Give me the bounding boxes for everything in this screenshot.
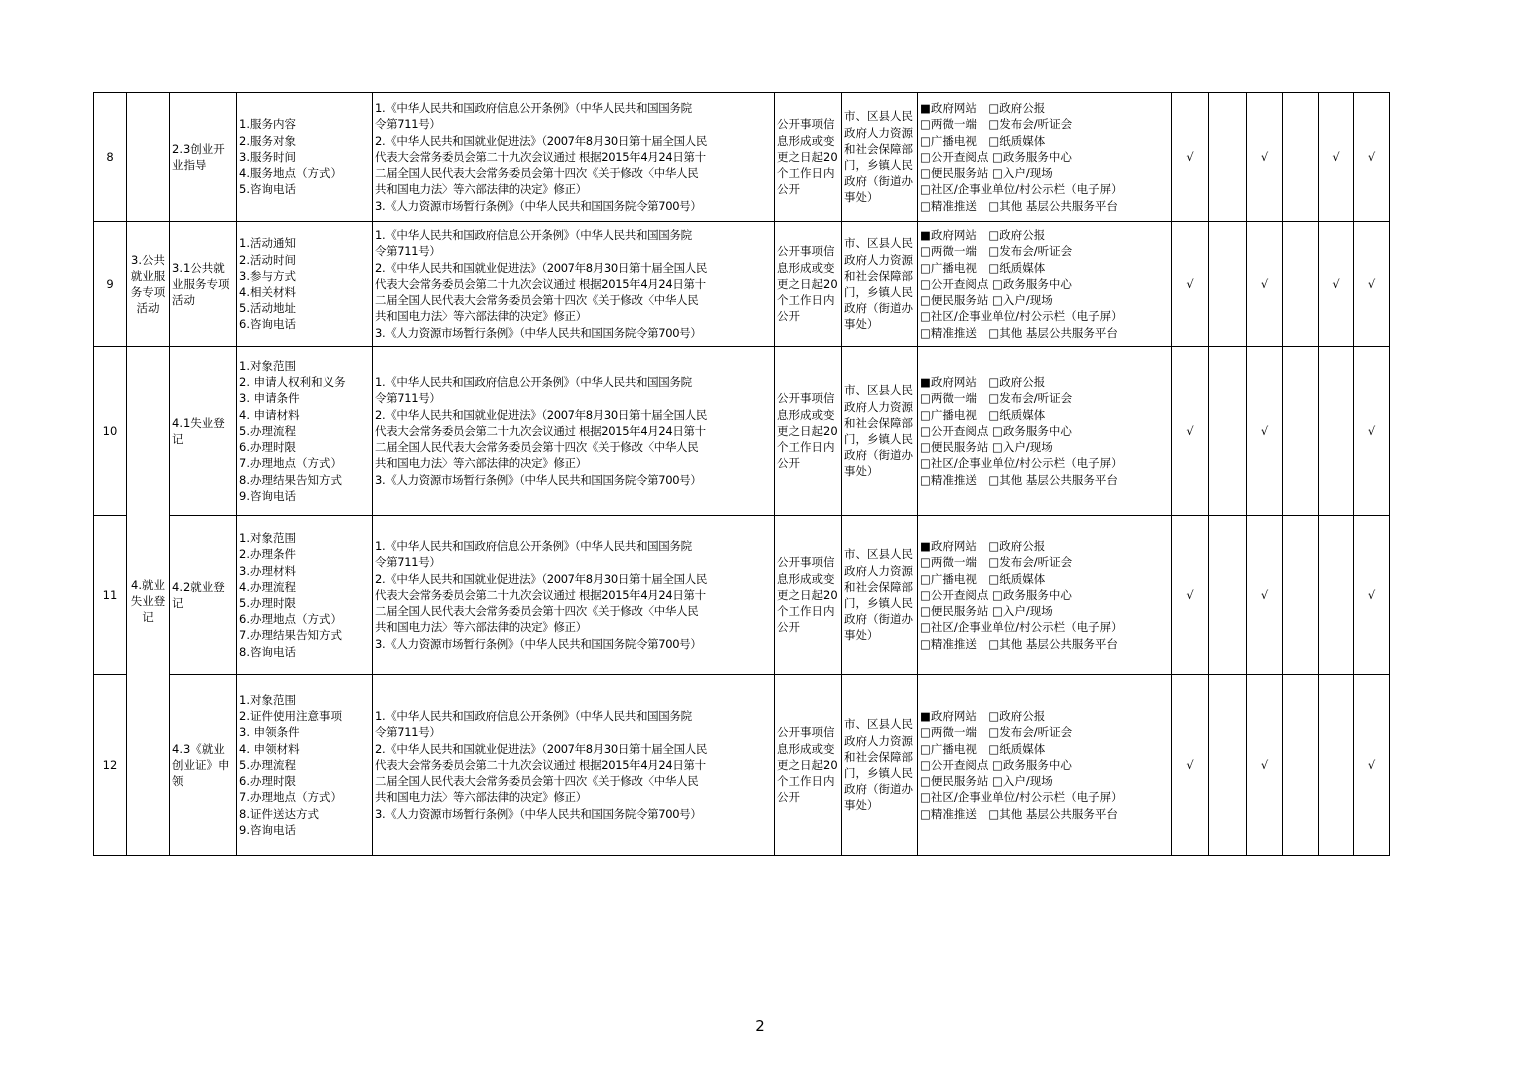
check-mark: √ <box>1354 93 1390 222</box>
check-mark: √ <box>1247 675 1283 856</box>
item-name: 4.3《就业创业证》申领 <box>170 675 237 856</box>
disclosure-timing: 公开事项信息形成或变更之日起20个工作日内公开 <box>775 222 842 347</box>
row-number: 12 <box>94 675 127 856</box>
check-mark: √ <box>1172 93 1209 222</box>
row-number: 8 <box>94 93 127 222</box>
content-list: 1.对象范围 2. 申请人权利和义务 3. 申请条件 4. 申请材料 5.办理流程 6.办理时限 7.办理地点（方式） 8.办理结果告知方式 9.咨询电话 <box>237 347 373 516</box>
row-number: 11 <box>94 516 127 675</box>
check-mark: √ <box>1354 516 1390 675</box>
check-mark <box>1283 347 1319 516</box>
check-mark: √ <box>1247 93 1283 222</box>
disclosure-channels: ■政府网站 □政府公报 □两微一端 □发布会/听证会 □广播电视 □纸质媒体 □公开查阅点 □政务服务中心 □便民服务站 □入户/现场 □社区/企事业单位/村公示栏（电子屏） □精准推送 □其他 基层公共服务平台 <box>918 675 1172 856</box>
disclosure-subject: 市、区县人民政府人力资源和社会保障部门，乡镇人民政府（街道办事处） <box>842 93 918 222</box>
check-mark: √ <box>1172 222 1209 347</box>
check-mark: √ <box>1319 222 1354 347</box>
check-mark <box>1209 675 1247 856</box>
item-name: 4.1失业登记 <box>170 347 237 516</box>
item-name: 3.1公共就业服务专项活动 <box>170 222 237 347</box>
row-number: 9 <box>94 222 127 347</box>
check-mark <box>1209 93 1247 222</box>
check-mark <box>1283 516 1319 675</box>
check-mark: √ <box>1319 93 1354 222</box>
disclosure-timing: 公开事项信息形成或变更之日起20个工作日内公开 <box>775 347 842 516</box>
row-number: 10 <box>94 347 127 516</box>
check-mark <box>1319 347 1354 516</box>
category-cell: 3.公共就业服务专项活动 <box>127 222 170 347</box>
legal-basis: 1.《中华人民共和国政府信息公开条例》（中华人民共和国国务院 令第711号） 2.《中华人民共和国就业促进法》（2007年8月30日第十届全国人民 代表大会常务委员会第二十九次会议通过 根据2015年4月24日第十 二届全国人民代表大会常务委员会第十四次《关于修改〈中华人民 共和国电力法〉等六部法律的决定》修正） 3.《人力资源市场暂行条例》（中华人民共和国国务院令第700号） <box>373 93 775 222</box>
check-mark: √ <box>1354 222 1390 347</box>
check-mark <box>1319 675 1354 856</box>
check-mark <box>1319 516 1354 675</box>
check-mark <box>1209 347 1247 516</box>
table-row <box>94 347 1390 516</box>
check-mark: √ <box>1172 516 1209 675</box>
content-list: 1.对象范围 2.证件使用注意事项 3. 申领条件 4. 申领材料 5.办理流程 6.办理时限 7.办理地点（方式） 8.证件送达方式 9.咨询电话 <box>237 675 373 856</box>
disclosure-subject: 市、区县人民政府人力资源和社会保障部门，乡镇人民政府（街道办事处） <box>842 222 918 347</box>
category-cell: 4.就业失业登记 <box>127 347 170 856</box>
disclosure-subject: 市、区县人民政府人力资源和社会保障部门，乡镇人民政府（街道办事处） <box>842 347 918 516</box>
legal-basis: 1.《中华人民共和国政府信息公开条例》（中华人民共和国国务院 令第711号） 2.《中华人民共和国就业促进法》（2007年8月30日第十届全国人民 代表大会常务委员会第二十九次会议通过 根据2015年4月24日第十 二届全国人民代表大会常务委员会第十四次《关于修改〈中华人民 共和国电力法〉等六部法律的决定》修正） 3.《人力资源市场暂行条例》（中华人民共和国国务院令第700号） <box>373 675 775 856</box>
check-mark <box>1283 93 1319 222</box>
check-mark: √ <box>1247 222 1283 347</box>
table-row <box>94 222 1390 347</box>
content-list: 1.对象范围 2.办理条件 3.办理材料 4.办理流程 5.办理时限 6.办理地点（方式） 7.办理结果告知方式 8.咨询电话 <box>237 516 373 675</box>
check-mark <box>1283 222 1319 347</box>
table-row <box>94 93 1390 222</box>
check-mark: √ <box>1354 675 1390 856</box>
disclosure-timing: 公开事项信息形成或变更之日起20个工作日内公开 <box>775 516 842 675</box>
disclosure-channels: ■政府网站 □政府公报 □两微一端 □发布会/听证会 □广播电视 □纸质媒体 □公开查阅点 □政务服务中心 □便民服务站 □入户/现场 □社区/企事业单位/村公示栏（电子屏） □精准推送 □其他 基层公共服务平台 <box>918 516 1172 675</box>
content-list: 1.服务内容 2.服务对象 3.服务时间 4.服务地点（方式） 5.咨询电话 <box>237 93 373 222</box>
check-mark: √ <box>1354 347 1390 516</box>
content-list: 1.活动通知 2.活动时间 3.参与方式 4.相关材料 5.活动地址 6.咨询电话 <box>237 222 373 347</box>
legal-basis: 1.《中华人民共和国政府信息公开条例》（中华人民共和国国务院 令第711号） 2.《中华人民共和国就业促进法》（2007年8月30日第十届全国人民 代表大会常务委员会第二十九次会议通过 根据2015年4月24日第十 二届全国人民代表大会常务委员会第十四次《关于修改〈中华人民 共和国电力法〉等六部法律的决定》修正） 3.《人力资源市场暂行条例》（中华人民共和国国务院令第700号） <box>373 347 775 516</box>
check-mark <box>1209 222 1247 347</box>
table-row <box>94 675 1390 856</box>
check-mark <box>1209 516 1247 675</box>
disclosure-subject: 市、区县人民政府人力资源和社会保障部门，乡镇人民政府（街道办事处） <box>842 675 918 856</box>
check-mark: √ <box>1172 675 1209 856</box>
disclosure-subject: 市、区县人民政府人力资源和社会保障部门，乡镇人民政府（街道办事处） <box>842 516 918 675</box>
item-name: 4.2就业登记 <box>170 516 237 675</box>
disclosure-channels: ■政府网站 □政府公报 □两微一端 □发布会/听证会 □广播电视 □纸质媒体 □公开查阅点 □政务服务中心 □便民服务站 □入户/现场 □社区/企事业单位/村公示栏（电子屏） □精准推送 □其他 基层公共服务平台 <box>918 93 1172 222</box>
legal-basis: 1.《中华人民共和国政府信息公开条例》（中华人民共和国国务院 令第711号） 2.《中华人民共和国就业促进法》（2007年8月30日第十届全国人民 代表大会常务委员会第二十九次会议通过 根据2015年4月24日第十 二届全国人民代表大会常务委员会第十四次《关于修改〈中华人民 共和国电力法〉等六部法律的决定》修正） 3.《人力资源市场暂行条例》（中华人民共和国国务院令第700号） <box>373 222 775 347</box>
legal-basis: 1.《中华人民共和国政府信息公开条例》（中华人民共和国国务院 令第711号） 2.《中华人民共和国就业促进法》（2007年8月30日第十届全国人民 代表大会常务委员会第二十九次会议通过 根据2015年4月24日第十 二届全国人民代表大会常务委员会第十四次《关于修改〈中华人民 共和国电力法〉等六部法律的决定》修正） 3.《人力资源市场暂行条例》（中华人民共和国国务院令第700号） <box>373 516 775 675</box>
check-mark: √ <box>1247 516 1283 675</box>
category-cell <box>127 93 170 222</box>
disclosure-timing: 公开事项信息形成或变更之日起20个工作日内公开 <box>775 93 842 222</box>
check-mark: √ <box>1247 347 1283 516</box>
disclosure-channels: ■政府网站 □政府公报 □两微一端 □发布会/听证会 □广播电视 □纸质媒体 □公开查阅点 □政务服务中心 □便民服务站 □入户/现场 □社区/企事业单位/村公示栏（电子屏） □精准推送 □其他 基层公共服务平台 <box>918 347 1172 516</box>
disclosure-timing: 公开事项信息形成或变更之日起20个工作日内公开 <box>775 675 842 856</box>
disclosure-table <box>93 92 1390 856</box>
disclosure-channels: ■政府网站 □政府公报 □两微一端 □发布会/听证会 □广播电视 □纸质媒体 □公开查阅点 □政务服务中心 □便民服务站 □入户/现场 □社区/企事业单位/村公示栏（电子屏） □精准推送 □其他 基层公共服务平台 <box>918 222 1172 347</box>
check-mark: √ <box>1172 347 1209 516</box>
page-number: 2 <box>755 1017 765 1035</box>
table-row <box>94 516 1390 675</box>
item-name: 2.3创业开业指导 <box>170 93 237 222</box>
check-mark <box>1283 675 1319 856</box>
